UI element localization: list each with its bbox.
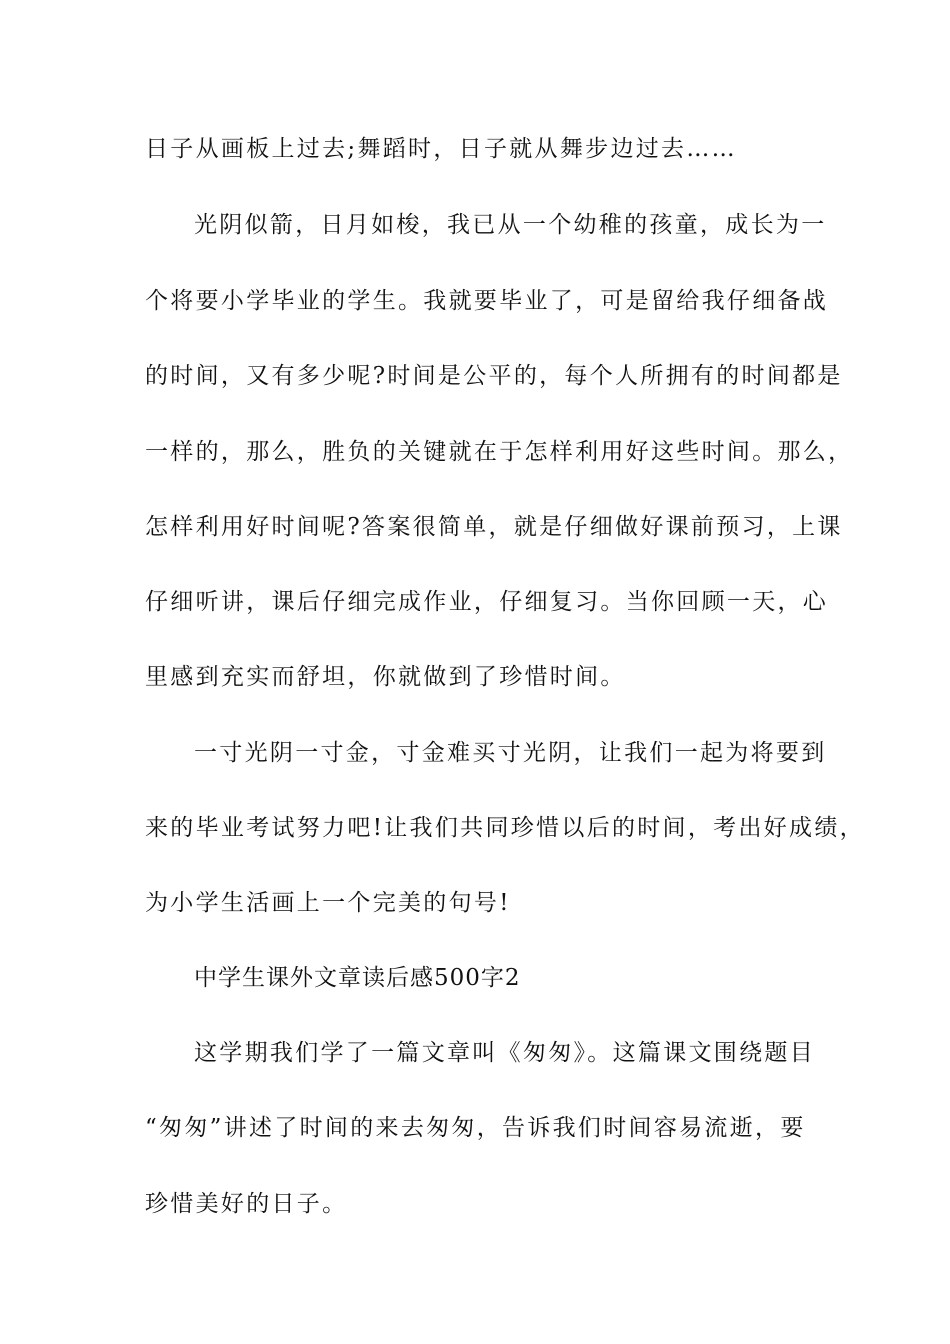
section-heading: 中学生课外文章读后感500字2 bbox=[194, 965, 521, 991]
text-line: 为小学生活画上一个完美的句号! bbox=[145, 890, 511, 916]
text-line: 珍惜美好的日子。 bbox=[145, 1191, 348, 1217]
text-line: 日子从画板上过去;舞蹈时，日子就从舞步边过去…… bbox=[145, 136, 737, 162]
text-line: 怎样利用好时间呢?答案很简单，就是仔细做好课前预习，上课 bbox=[145, 514, 843, 540]
text-line: 里感到充实而舒坦，你就做到了珍惜时间。 bbox=[145, 664, 626, 690]
text-line: 光阴似箭，日月如梭，我已从一个幼稚的孩童，成长为一 bbox=[194, 212, 827, 238]
text-line: 这学期我们学了一篇文章叫《匆匆》。这篇课文围绕题目 bbox=[194, 1040, 815, 1066]
text-line: 个将要小学毕业的学生。我就要毕业了，可是留给我仔细备战 bbox=[145, 288, 829, 314]
text-line: 的时间，又有多少呢?时间是公平的，每个人所拥有的时间都是 bbox=[145, 363, 843, 389]
text-line: “匆匆”讲述了时间的来去匆匆，告诉我们时间容易流逝，要 bbox=[145, 1115, 806, 1141]
text-line: 一样的，那么，胜负的关键就在于怎样利用好这些时间。那么， bbox=[145, 439, 854, 465]
text-line: 来的毕业考试努力吧!让我们共同珍惜以后的时间，考出好成绩， bbox=[145, 815, 865, 841]
text-line: 一寸光阴一寸金，寸金难买寸光阴，让我们一起为将要到 bbox=[194, 740, 827, 766]
text-line: 仔细听讲，课后仔细完成作业，仔细复习。当你回顾一天，心 bbox=[145, 589, 829, 615]
